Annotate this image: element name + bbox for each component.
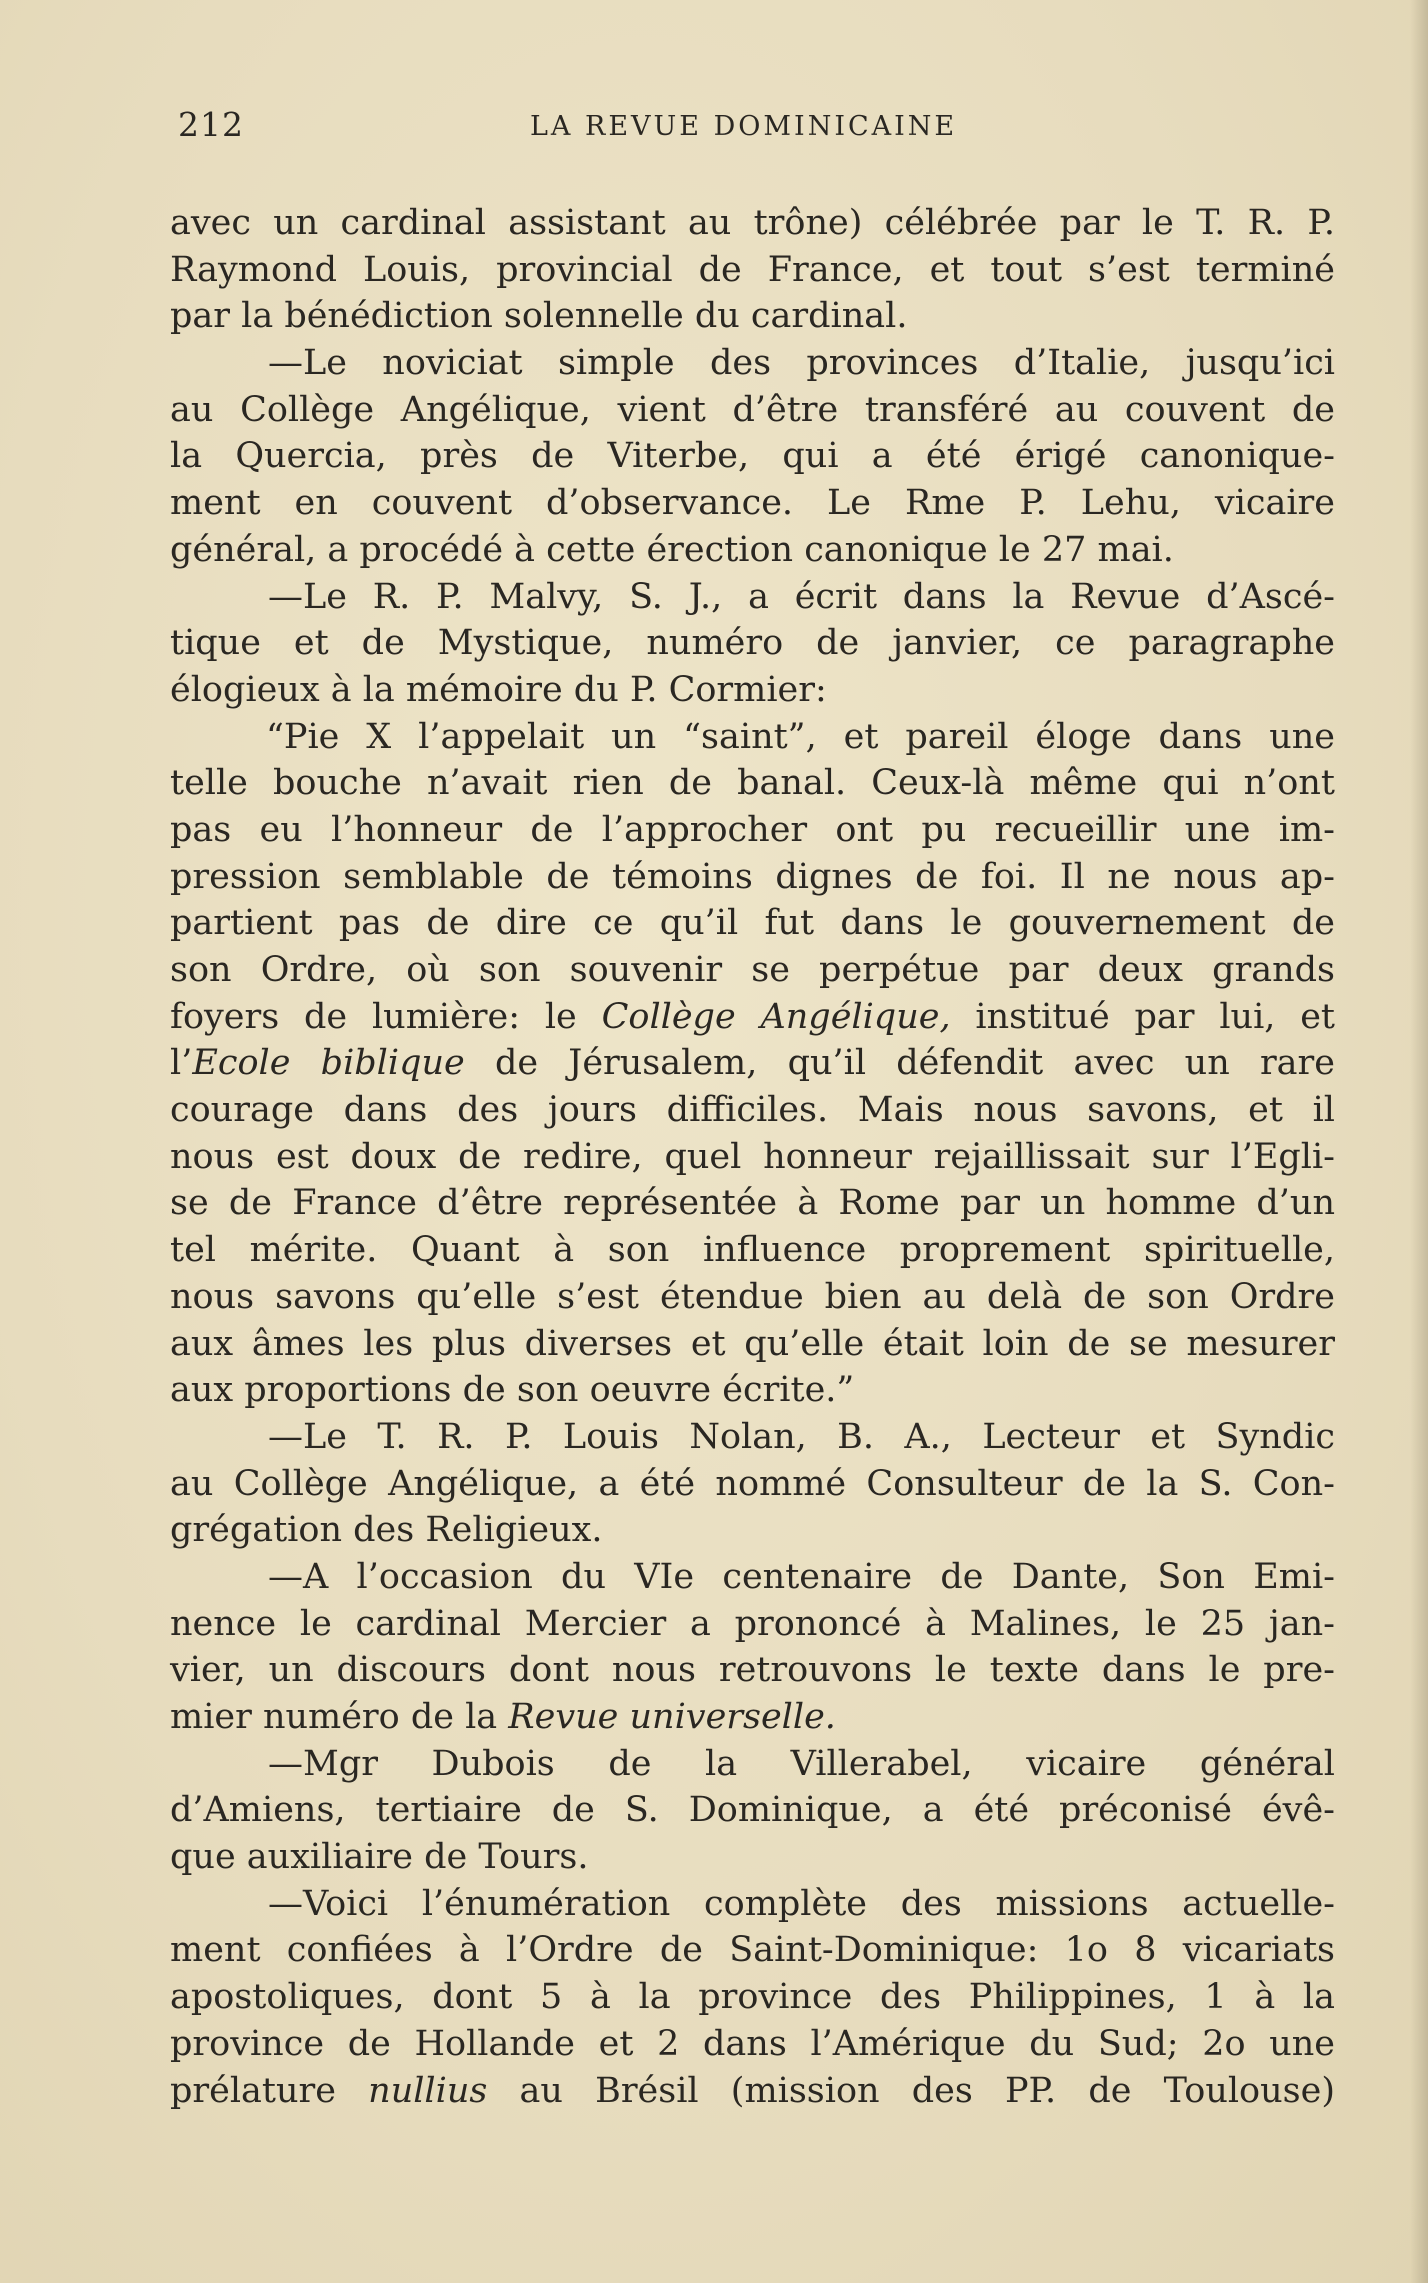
text-line bbox=[170, 1367, 1335, 1414]
line-text: son Ordre, où son souvenir se perpétue par deux grands bbox=[170, 950, 1335, 990]
text-line bbox=[170, 1274, 1335, 1321]
text-line bbox=[170, 574, 1335, 621]
line-text: élogieux à la mémoire du P. Cormier: bbox=[170, 669, 827, 710]
line-text: aux âmes les plus diverses et qu’elle était loin de se mesurer bbox=[170, 1323, 1335, 1364]
page-number: 212 bbox=[178, 105, 244, 144]
line-text: —Le R. P. Malvy, S. J., a écrit dans la Revue d’Ascé- bbox=[268, 576, 1335, 617]
text-line bbox=[170, 1741, 1335, 1788]
line-text: telle bouche n’avait rien de banal. Ceux-là même qui n’ont bbox=[170, 763, 1335, 804]
line-text: nous est doux de redire, quel honneur rejaillissait sur l’Egli- bbox=[170, 1136, 1335, 1177]
text-line bbox=[170, 1227, 1335, 1274]
body-text bbox=[170, 200, 1335, 2114]
line-text: que auxiliaire de Tours. bbox=[170, 1837, 589, 1878]
text-line bbox=[170, 1087, 1335, 1134]
line-text: vier, un discours dont nous retrouvons le texte dans le pre- bbox=[170, 1650, 1335, 1691]
text-line bbox=[170, 1321, 1335, 1368]
text-line bbox=[170, 1134, 1335, 1181]
line-text: foyers de lumière: le bbox=[170, 996, 602, 1037]
line-text: avec un cardinal assistant au trône) célébrée par le T. R. P. bbox=[170, 203, 1335, 243]
italic-title: Collège Angélique, bbox=[601, 996, 951, 1037]
journal-title: LA REVUE DOMINICAINE bbox=[530, 111, 958, 142]
line-text: —Voici l’énumération complète des missions actuelle- bbox=[268, 1883, 1335, 1924]
text-line bbox=[170, 200, 1335, 247]
text-line bbox=[170, 667, 1335, 714]
line-text: —A l’occasion du VIe centenaire de Dante, Son Emi- bbox=[268, 1556, 1335, 1597]
text-line bbox=[170, 1881, 1335, 1928]
line-text: —Le T. R. P. Louis Nolan, B. A., Lecteur et Syndic bbox=[268, 1416, 1335, 1457]
text-line bbox=[170, 340, 1335, 387]
line-text: au Collège Angélique, a été nommé Consulteur de la S. Con- bbox=[170, 1463, 1335, 1504]
text-line bbox=[170, 433, 1335, 480]
text-line bbox=[170, 1787, 1335, 1834]
text-line bbox=[170, 480, 1335, 527]
line-text: aux proportions de son oeuvre écrite.” bbox=[170, 1370, 855, 1411]
text-line bbox=[170, 1180, 1335, 1227]
text-line bbox=[170, 900, 1335, 947]
line-text: nence le cardinal Mercier a prononcé à Malines, le 25 jan- bbox=[170, 1603, 1335, 1644]
line-text: mier numéro de la bbox=[170, 1697, 509, 1737]
line-text: —Le noviciat simple des provinces d’Italie, jusqu’ici bbox=[268, 343, 1335, 384]
text-line bbox=[170, 854, 1335, 901]
line-text: province de Hollande et 2 dans l’Amérique du Sud; 2o une bbox=[170, 2023, 1335, 2064]
line-text: d’Amiens, tertiaire de S. Dominique, a été préconisé évê- bbox=[170, 1790, 1335, 1831]
line-text: général, a procédé à cette érection canonique le 27 mai. bbox=[170, 529, 1174, 570]
text-line bbox=[170, 1927, 1335, 1974]
line-text: tel mérite. Quant à son influence proprement spirituelle, bbox=[170, 1230, 1335, 1271]
text-line bbox=[170, 807, 1335, 854]
text-line bbox=[170, 760, 1335, 807]
line-text-continued: au Brésil (mission des PP. de Toulouse) bbox=[487, 2070, 1335, 2111]
text-line bbox=[170, 387, 1335, 434]
italic-title: nullius bbox=[368, 2070, 488, 2111]
text-line bbox=[170, 1834, 1335, 1881]
text-line bbox=[170, 1974, 1335, 2021]
italic-title: Revue universelle. bbox=[508, 1697, 836, 1737]
line-text: apostoliques, dont 5 à la province des Philippines, 1 à la bbox=[170, 1977, 1335, 2018]
text-line bbox=[170, 527, 1335, 574]
line-text-continued: institué par lui, et bbox=[950, 996, 1335, 1037]
text-line bbox=[170, 1647, 1335, 1694]
line-text: tique et de Mystique, numéro de janvier, ce paragraphe bbox=[170, 623, 1335, 664]
text-line bbox=[170, 1694, 1335, 1741]
line-text: ment confiées à l’Ordre de Saint-Dominique: 1o 8 vicariats bbox=[170, 1930, 1335, 1971]
running-head bbox=[178, 105, 1333, 145]
text-line bbox=[170, 1414, 1335, 1461]
line-text: courage dans des jours difficiles. Mais nous savons, et il bbox=[170, 1090, 1335, 1131]
line-text: la Quercia, près de Viterbe, qui a été érigé canonique- bbox=[170, 436, 1335, 477]
text-line bbox=[170, 1554, 1335, 1601]
text-line bbox=[170, 293, 1335, 340]
line-text-continued: de Jérusalem, qu’il défendit avec un rare bbox=[464, 1043, 1335, 1084]
line-text: —Mgr Dubois de la Villerabel, vicaire général bbox=[268, 1743, 1335, 1784]
text-line bbox=[170, 1461, 1335, 1508]
text-line bbox=[170, 714, 1335, 761]
line-text: Raymond Louis, provincial de France, et tout s’est terminé bbox=[170, 249, 1335, 290]
text-line bbox=[170, 947, 1335, 994]
italic-title: Ecole biblique bbox=[192, 1043, 465, 1084]
line-text: l’ bbox=[170, 1043, 193, 1084]
page-edge-shadow bbox=[1410, 0, 1428, 2283]
line-text: pression semblable de témoins dignes de foi. Il ne nous ap- bbox=[170, 856, 1335, 897]
text-line bbox=[170, 1507, 1335, 1554]
line-text: se de France d’être représentée à Rome par un homme d’un bbox=[170, 1183, 1335, 1224]
text-line bbox=[170, 994, 1335, 1041]
text-line bbox=[170, 2021, 1335, 2068]
text-line bbox=[170, 1040, 1335, 1087]
text-line bbox=[170, 620, 1335, 667]
line-text: ment en couvent d’observance. Le Rme P. Lehu, vicaire bbox=[170, 483, 1335, 524]
line-text: grégation des Religieux. bbox=[170, 1510, 603, 1551]
line-text: pas eu l’honneur de l’approcher ont pu recueillir une im- bbox=[170, 809, 1335, 850]
text-line bbox=[170, 2068, 1335, 2115]
line-text: prélature bbox=[170, 2070, 369, 2111]
line-text: par la bénédiction solennelle du cardinal. bbox=[170, 296, 908, 337]
line-text: “Pie X l’appelait un “saint”, et pareil éloge dans une bbox=[266, 716, 1335, 757]
line-text: nous savons qu’elle s’est étendue bien au delà de son Ordre bbox=[170, 1276, 1335, 1317]
line-text: partient pas de dire ce qu’il fut dans le gouvernement de bbox=[170, 903, 1335, 944]
line-text: au Collège Angélique, vient d’être transféré au couvent de bbox=[170, 389, 1335, 430]
text-line bbox=[170, 1601, 1335, 1648]
text-line bbox=[170, 247, 1335, 294]
